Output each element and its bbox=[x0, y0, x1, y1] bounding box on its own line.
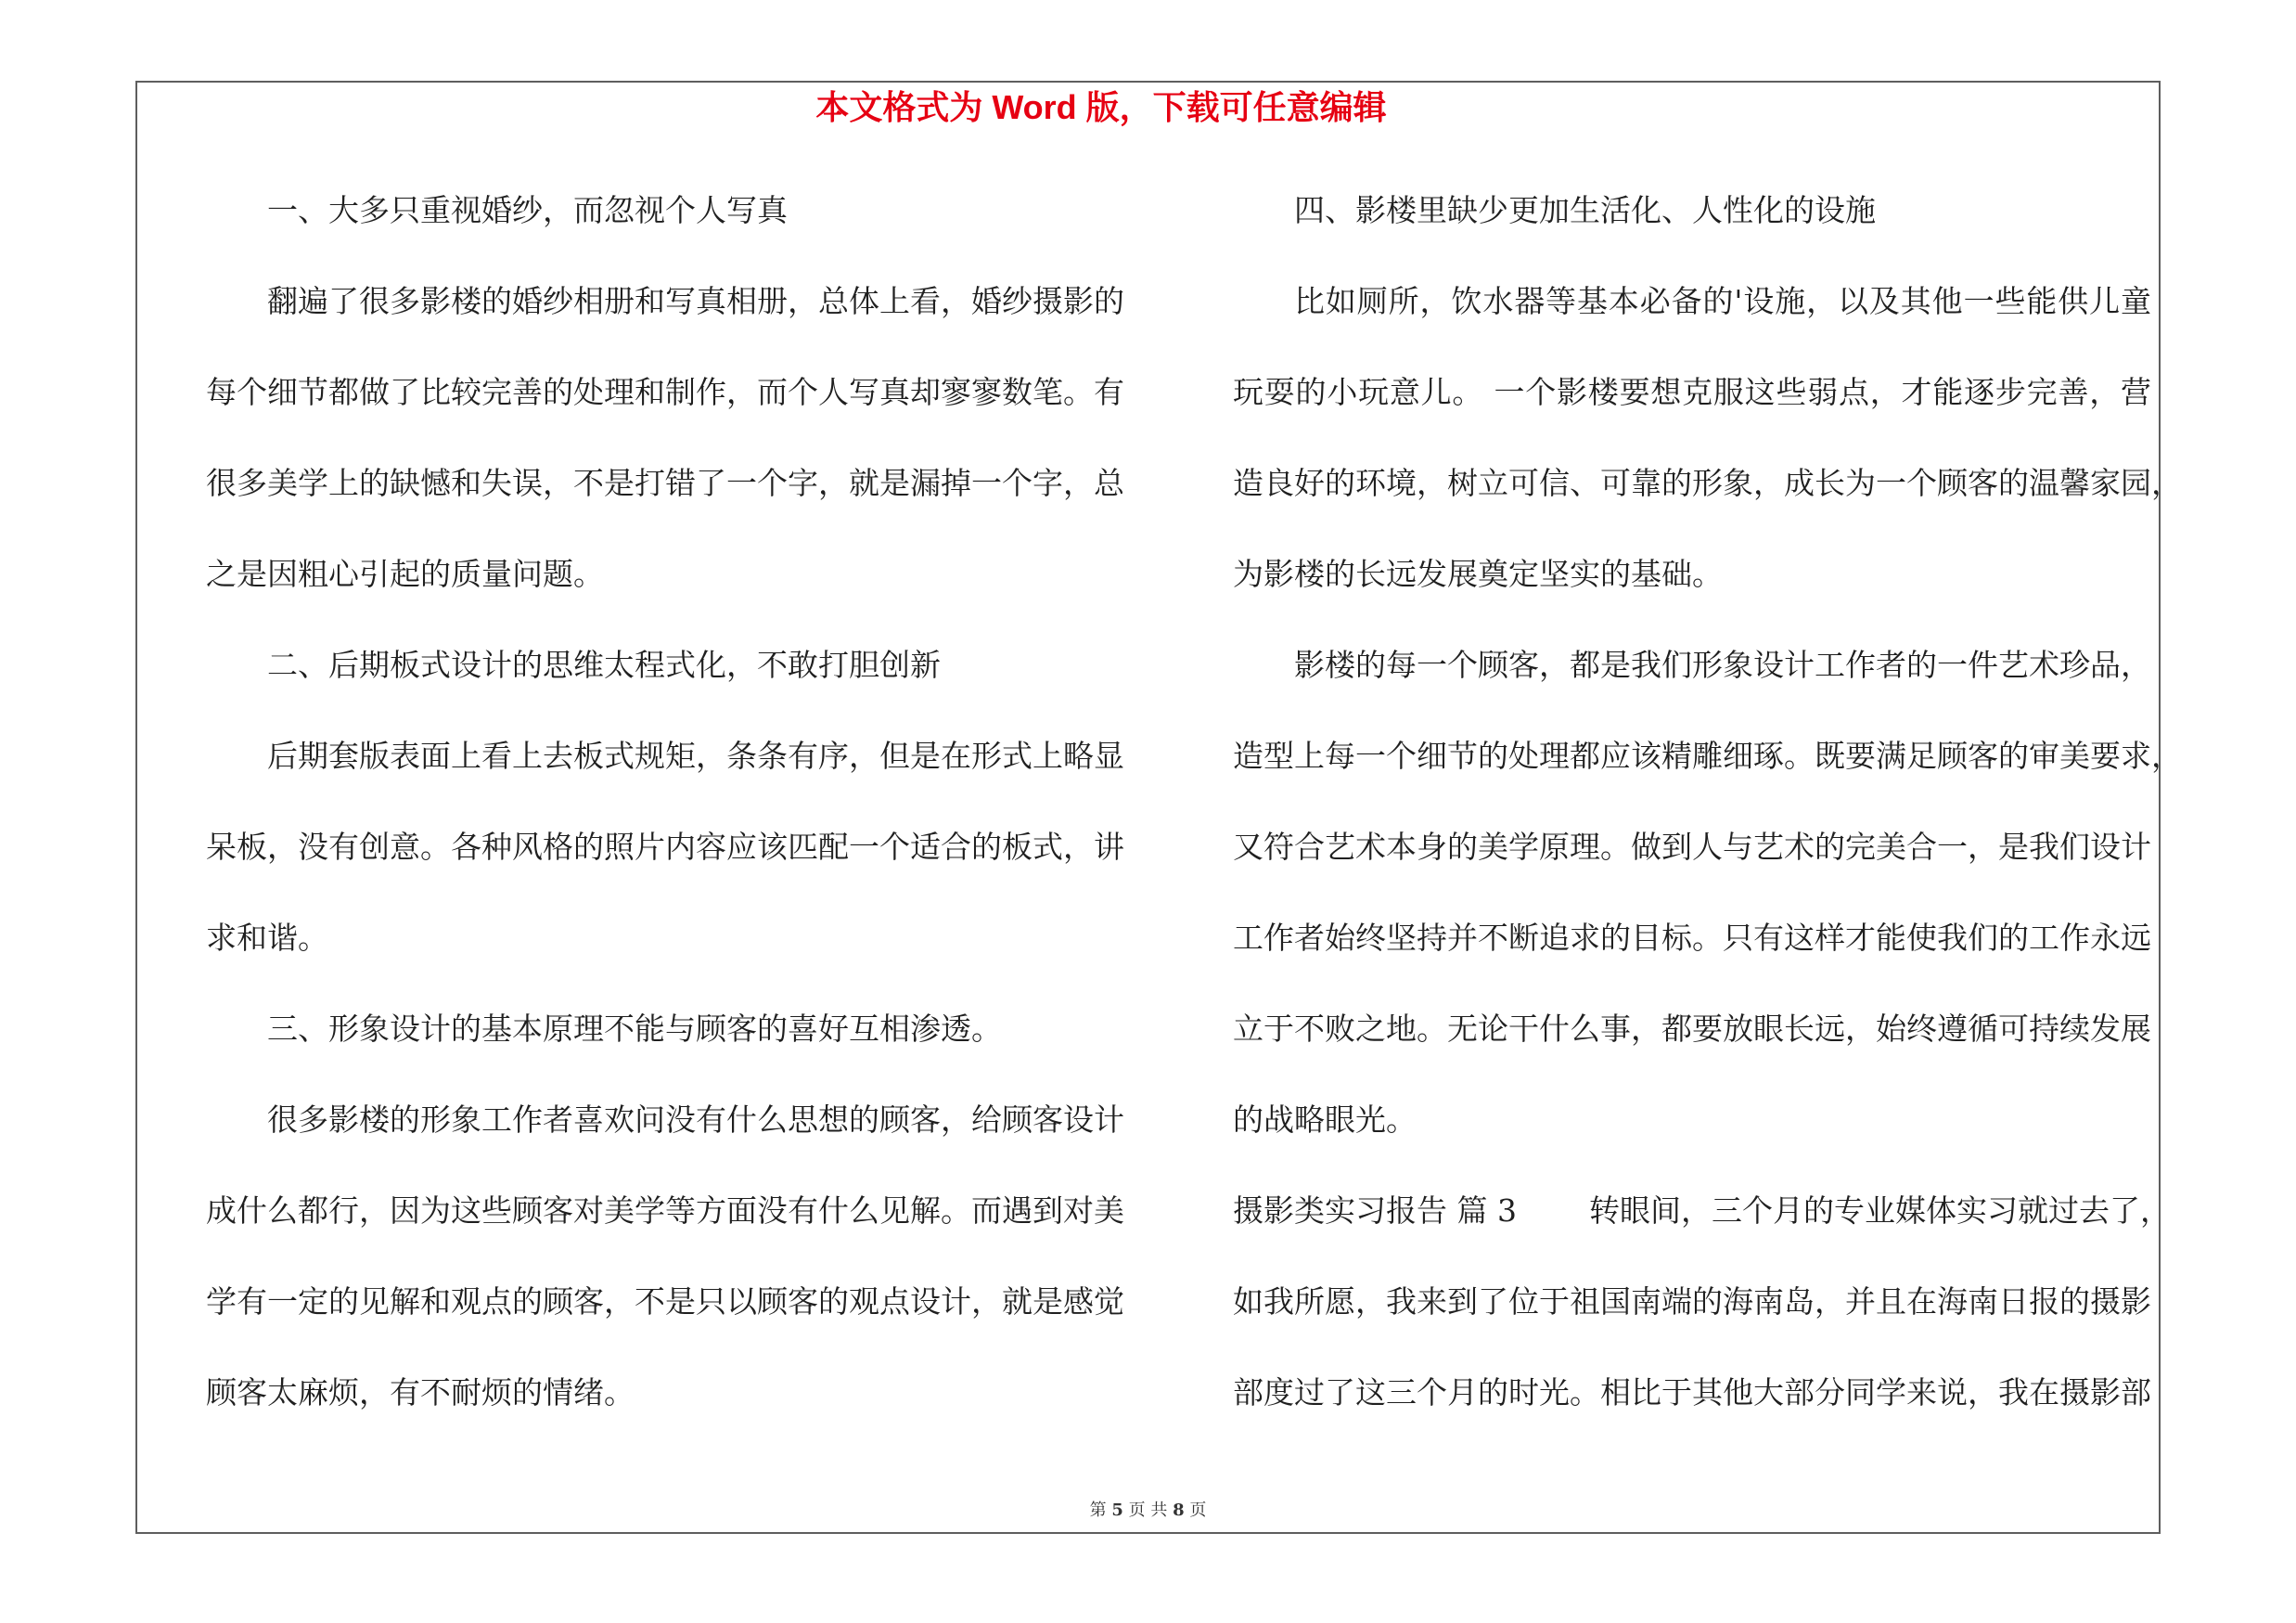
text-line: 求和谐。 bbox=[206, 920, 328, 956]
section-heading: 三、形象设计的基本原理不能与顾客的喜好互相渗透。 bbox=[267, 1011, 1002, 1047]
format-notice: 本文格式为 Word 版，下载可任意编辑 bbox=[815, 88, 1387, 126]
text-line: 翻遍了很多影楼的婚纱相册和写真相册，总体上看，婚纱摄影的 bbox=[267, 283, 1124, 319]
paragraph bbox=[1233, 165, 2151, 256]
report-title: 摄影类实习报告 篇 3 bbox=[1233, 1192, 1517, 1229]
text-line: 呆板，没有创意。各种风格的照片内容应该匹配一个适合的板式，讲 bbox=[206, 829, 1124, 865]
text-line: 后期套版表面上看上去板式规矩，条条有序，但是在形式上略显 bbox=[267, 738, 1124, 774]
page-suffix: 页 bbox=[1189, 1501, 1207, 1520]
paragraph bbox=[206, 620, 1124, 711]
paragraph bbox=[1233, 256, 2182, 620]
text-line: 造良好的环境，树立可信、可靠的形象，成长为一个顾客的温馨家园， bbox=[1233, 465, 2182, 501]
text-line: 之是因粗心引起的质量问题。 bbox=[206, 556, 604, 592]
paragraph bbox=[206, 256, 1124, 620]
paragraph bbox=[206, 1075, 1124, 1438]
total-page-number: 8 bbox=[1173, 1501, 1185, 1520]
paragraph bbox=[206, 165, 1124, 256]
left-column bbox=[206, 165, 1124, 1438]
text-line: 转眼间，三个月的专业媒体实习就过去了， bbox=[1589, 1192, 2171, 1229]
text-line: 立于不败之地。无论干什么事，都要放眼长远，始终遵循可持续发展 bbox=[1233, 1011, 2151, 1047]
section-heading: 四、影楼里缺少更加生活化、人性化的设施 bbox=[1294, 192, 1876, 228]
text-line: 如我所愿，我来到了位于祖国南端的海南岛，并且在海南日报的摄影 bbox=[1233, 1283, 2151, 1320]
page-middle: 页 共 bbox=[1128, 1501, 1168, 1520]
page-prefix: 第 bbox=[1089, 1501, 1107, 1520]
text-line: 很多影楼的形象工作者喜欢问没有什么思想的顾客，给顾客设计 bbox=[267, 1101, 1124, 1138]
right-column bbox=[1233, 165, 2182, 1438]
text-line: 比如厕所，饮水器等基本必备的'设施，以及其他一些能供儿童 bbox=[1294, 283, 2151, 319]
report-heading-line bbox=[1233, 1166, 2171, 1256]
text-line: 工作者始终坚持并不断追求的目标。只有这样才能使我们的工作永远 bbox=[1233, 920, 2151, 956]
section-heading: 一、大多只重视婚纱，而忽视个人写真 bbox=[267, 192, 788, 228]
paragraph bbox=[1233, 1166, 2171, 1438]
text-line: 成什么都行，因为这些顾客对美学等方面没有什么见解。而遇到对美 bbox=[206, 1192, 1124, 1229]
text-line: 为影楼的长远发展奠定坚实的基础。 bbox=[1233, 556, 1723, 592]
text-line: 很多美学上的缺憾和失误，不是打错了一个字，就是漏掉一个字，总 bbox=[206, 465, 1124, 501]
text-line: 部度过了这三个月的时光。相比于其他大部分同学来说，我在摄影部 bbox=[1233, 1374, 2151, 1410]
text-line: 又符合艺术本身的美学原理。做到人与艺术的完美合一，是我们设计 bbox=[1233, 829, 2151, 865]
page-number-footer bbox=[0, 1498, 2296, 1524]
text-line: 玩耍的小玩意儿。 一个影楼要想克服这些弱点，才能逐步完善，营 bbox=[1233, 374, 2151, 410]
paragraph bbox=[1233, 620, 2182, 1166]
paragraph bbox=[206, 711, 1124, 984]
paragraph bbox=[206, 984, 1124, 1075]
text-line: 每个细节都做了比较完善的处理和制作，而个人写真却寥寥数笔。有 bbox=[206, 374, 1124, 410]
section-heading: 二、后期板式设计的思维太程式化，不敢打胆创新 bbox=[267, 647, 941, 683]
text-line: 影楼的每一个顾客，都是我们形象设计工作者的一件艺术珍品， bbox=[1294, 647, 2151, 683]
text-line: 顾客太麻烦，有不耐烦的情绪。 bbox=[206, 1374, 635, 1410]
text-line: 学有一定的见解和观点的顾客，不是只以顾客的观点设计，就是感觉 bbox=[206, 1283, 1124, 1320]
text-line: 造型上每一个细节的处理都应该精雕细琢。既要满足顾客的审美要求， bbox=[1233, 738, 2182, 774]
text-line: 的战略眼光。 bbox=[1233, 1101, 1417, 1138]
current-page-number: 5 bbox=[1111, 1501, 1123, 1520]
